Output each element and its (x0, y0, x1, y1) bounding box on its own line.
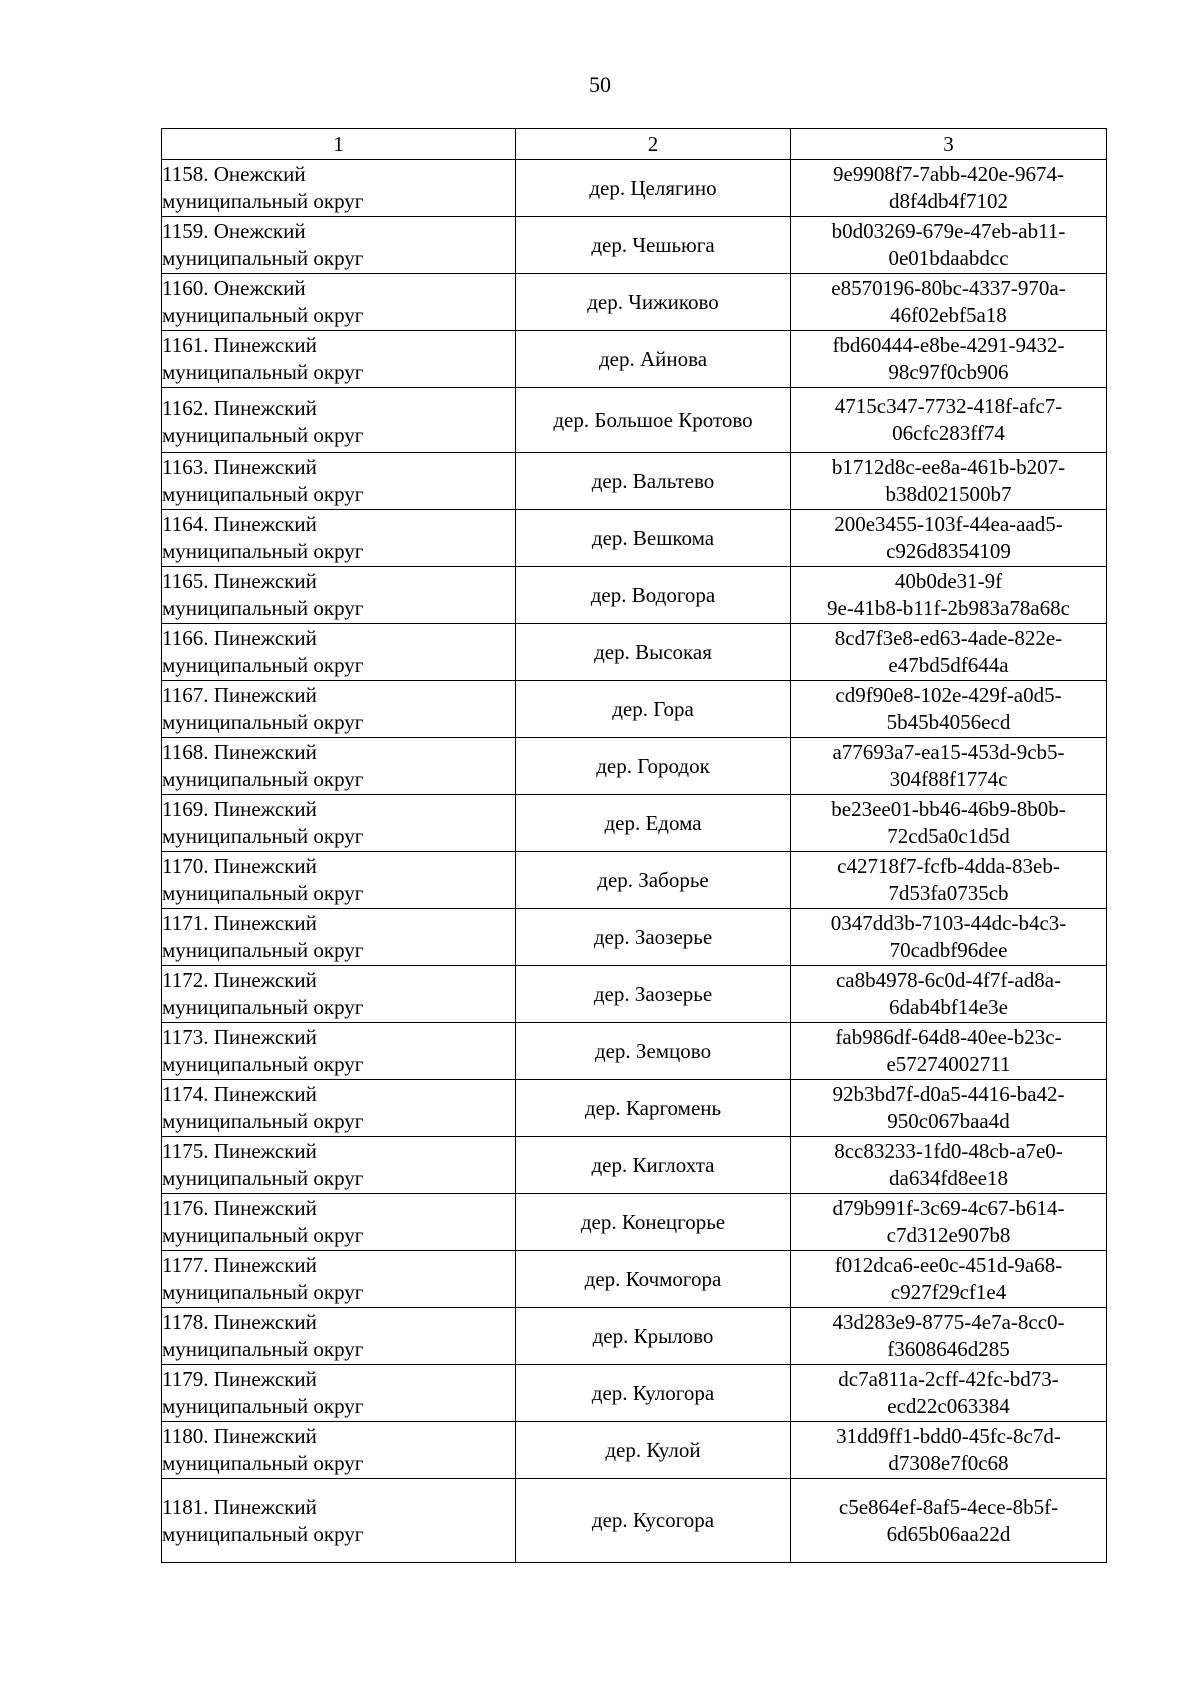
code-line: 6dab4bf14e3e (889, 995, 1008, 1019)
column-header-2: 2 (516, 129, 791, 160)
settlement-cell: дер. Чижиково (516, 274, 791, 331)
table-row (162, 1194, 1107, 1251)
code-cell (791, 1479, 1107, 1563)
code-cell (791, 1308, 1107, 1365)
district-line: 1161. Пинежский (162, 333, 317, 357)
code-line: e8570196-80bc-4337-970a- (831, 276, 1066, 300)
table-row (162, 795, 1107, 852)
district-line: 1173. Пинежский (162, 1025, 317, 1049)
code-line: a77693a7-ea15-453d-9cb5- (832, 740, 1065, 764)
table-row (162, 1365, 1107, 1422)
table-row (162, 510, 1107, 567)
district-cell (162, 795, 516, 852)
table-row (162, 738, 1107, 795)
settlement-cell: дер. Чешьюга (516, 217, 791, 274)
settlements-table (161, 128, 1107, 1563)
district-cell (162, 1080, 516, 1137)
code-line: 6d65b06aa22d (886, 1521, 1011, 1546)
district-cell (162, 160, 516, 217)
district-line: 1172. Пинежский (162, 968, 317, 992)
district-line: 1162. Пинежский (162, 396, 317, 420)
code-line: b1712d8c-ee8a-461b-b207- (831, 455, 1066, 479)
settlement-cell: дер. Конецгорье (516, 1194, 791, 1251)
settlement-cell: дер. Каргомень (516, 1080, 791, 1137)
code-line: e47bd5df644a (888, 653, 1009, 677)
district-line: муниципальный округ (162, 482, 364, 506)
code-cell (791, 1422, 1107, 1479)
district-line: 1169. Пинежский (162, 797, 317, 821)
settlement-cell: дер. Едома (516, 795, 791, 852)
table-row (162, 1308, 1107, 1365)
district-line: 1165. Пинежский (162, 569, 317, 593)
settlement-cell: дер. Большое Кротово (516, 388, 791, 453)
district-line: 1180. Пинежский (162, 1424, 317, 1448)
district-line: 1167. Пинежский (162, 683, 317, 707)
district-line: 1178. Пинежский (162, 1310, 317, 1334)
code-line: f012dca6-ee0c-451d-9a68- (834, 1253, 1063, 1277)
code-line: ca8b4978-6c0d-4f7f-ad8a- (835, 968, 1062, 992)
column-header-1: 1 (162, 129, 516, 160)
district-cell (162, 852, 516, 909)
table-row (162, 388, 1107, 453)
district-line: муниципальный округ (162, 246, 364, 270)
district-line: муниципальный округ (162, 881, 364, 905)
district-line: муниципальный округ (162, 303, 364, 327)
table-row (162, 966, 1107, 1023)
settlement-cell: дер. Земцово (516, 1023, 791, 1080)
district-line: 1181. Пинежский (162, 1494, 317, 1519)
district-line: 1166. Пинежский (162, 626, 317, 650)
district-cell (162, 624, 516, 681)
district-line: муниципальный округ (162, 539, 364, 563)
code-line: d7308e7f0c68 (888, 1451, 1009, 1475)
table-row (162, 1422, 1107, 1479)
code-cell (791, 453, 1107, 510)
district-line: муниципальный округ (162, 1394, 364, 1418)
code-line: d79b991f-3c69-4c67-b614- (832, 1196, 1065, 1220)
code-line: dc7a811a-2cff-42fc-bd73- (838, 1367, 1059, 1391)
district-line: 1163. Пинежский (162, 455, 317, 479)
table-header-row (162, 129, 1107, 160)
district-line: муниципальный округ (162, 710, 364, 734)
code-line: 92b3bd7f-d0a5-4416-ba42- (832, 1082, 1065, 1106)
district-line: муниципальный округ (162, 1280, 364, 1304)
code-line: cd9f90e8-102e-429f-a0d5- (835, 683, 1062, 707)
table-row (162, 624, 1107, 681)
settlement-cell: дер. Гора (516, 681, 791, 738)
district-cell (162, 1023, 516, 1080)
district-line: 1159. Онежский (162, 219, 306, 243)
district-cell (162, 567, 516, 624)
district-line: 1158. Онежский (162, 162, 306, 186)
settlement-cell: дер. Городок (516, 738, 791, 795)
district-cell (162, 331, 516, 388)
code-line: 304f88f1774c (889, 767, 1008, 791)
code-cell (791, 795, 1107, 852)
page-number: 50 (589, 72, 611, 97)
table-row (162, 1251, 1107, 1308)
code-line: 0347dd3b-7103-44dc-b4c3- (830, 911, 1067, 935)
settlement-cell: дер. Заборье (516, 852, 791, 909)
code-line: be23ee01-bb46-46b9-8b0b- (831, 797, 1066, 821)
district-cell (162, 453, 516, 510)
code-line: c926d8354109 (886, 539, 1011, 563)
settlement-cell: дер. Заозерье (516, 909, 791, 966)
district-line: муниципальный округ (162, 1451, 364, 1475)
district-cell (162, 966, 516, 1023)
table-row (162, 1479, 1107, 1563)
code-line: 06cfc283ff74 (892, 421, 1005, 445)
settlement-cell: дер. Кочмогора (516, 1251, 791, 1308)
district-cell (162, 909, 516, 966)
code-cell (791, 1137, 1107, 1194)
settlement-cell: дер. Заозерье (516, 966, 791, 1023)
district-line: 1174. Пинежский (162, 1082, 317, 1106)
code-line: d8f4db4f7102 (889, 189, 1008, 213)
table-row (162, 331, 1107, 388)
table-row (162, 160, 1107, 217)
district-line: 1175. Пинежский (162, 1139, 317, 1163)
table-row (162, 1023, 1107, 1080)
settlement-cell: дер. Водогора (516, 567, 791, 624)
code-line: 43d283e9-8775-4e7a-8cc0- (832, 1310, 1065, 1334)
code-line: 4715c347-7732-418f-afc7- (834, 394, 1063, 418)
district-line: 1168. Пинежский (162, 740, 317, 764)
district-line: муниципальный округ (162, 1337, 364, 1361)
settlement-cell: дер. Вешкома (516, 510, 791, 567)
code-line: 8cd7f3e8-ed63-4ade-822e- (834, 626, 1063, 650)
code-cell (791, 274, 1107, 331)
district-line: муниципальный округ (162, 938, 364, 962)
table-row (162, 681, 1107, 738)
district-line: муниципальный округ (162, 995, 364, 1019)
code-line: fbd60444-e8be-4291-9432- (832, 333, 1065, 357)
settlement-cell: дер. Кулой (516, 1422, 791, 1479)
code-line: da634fd8ee18 (889, 1166, 1008, 1190)
code-cell (791, 738, 1107, 795)
district-line: 1160. Онежский (162, 276, 306, 300)
district-cell (162, 1251, 516, 1308)
district-line: муниципальный округ (162, 423, 364, 447)
code-cell (791, 388, 1107, 453)
table-row (162, 217, 1107, 274)
table-row (162, 274, 1107, 331)
code-cell (791, 1194, 1107, 1251)
settlement-cell: дер. Целягино (516, 160, 791, 217)
code-cell (791, 966, 1107, 1023)
settlement-cell: дер. Вальтево (516, 453, 791, 510)
table-body (162, 160, 1107, 1563)
code-cell (791, 852, 1107, 909)
settlement-cell: дер. Кулогора (516, 1365, 791, 1422)
code-line: 40b0de31-9f (894, 569, 1003, 593)
code-cell (791, 331, 1107, 388)
table-row (162, 909, 1107, 966)
code-line: c5e864ef-8af5-4ece-8b5f- (838, 1494, 1059, 1519)
code-line: 31dd9ff1-bdd0-45fc-8c7d- (836, 1424, 1061, 1448)
code-cell (791, 1080, 1107, 1137)
code-line: 8cc83233-1fd0-48cb-a7e0- (834, 1139, 1063, 1163)
district-line: муниципальный округ (162, 1052, 364, 1076)
table-row (162, 567, 1107, 624)
code-line: 98c97f0cb906 (888, 360, 1009, 384)
district-line: муниципальный округ (162, 596, 364, 620)
district-line: 1177. Пинежский (162, 1253, 317, 1277)
table-row (162, 1137, 1107, 1194)
district-line: 1170. Пинежский (162, 854, 317, 878)
district-cell (162, 388, 516, 453)
district-cell (162, 1137, 516, 1194)
district-cell (162, 681, 516, 738)
settlement-cell: дер. Крылово (516, 1308, 791, 1365)
table-row (162, 1080, 1107, 1137)
code-line: 950c067baa4d (887, 1109, 1010, 1133)
district-cell (162, 1365, 516, 1422)
district-cell (162, 738, 516, 795)
code-cell (791, 217, 1107, 274)
district-cell (162, 1479, 516, 1563)
code-line: c7d312e907b8 (886, 1223, 1011, 1247)
code-cell (791, 909, 1107, 966)
code-line: b38d021500b7 (885, 482, 1012, 506)
code-line: b0d03269-679e-47eb-ab11- (831, 219, 1066, 243)
district-line: муниципальный округ (162, 1521, 364, 1546)
district-cell (162, 217, 516, 274)
code-cell (791, 1365, 1107, 1422)
code-line: c927f29cf1e4 (890, 1280, 1007, 1304)
code-line: ecd22c063384 (887, 1394, 1010, 1418)
code-line: 70cadbf96dee (889, 938, 1008, 962)
code-line: f3608646d285 (887, 1337, 1010, 1361)
code-line: 9e9908f7-7abb-420e-9674- (833, 162, 1064, 186)
district-line: муниципальный округ (162, 1166, 364, 1190)
district-line: муниципальный округ (162, 653, 364, 677)
code-line: 0e01bdaabdcc (888, 246, 1009, 270)
code-line: c42718f7-fcfb-4dda-83eb- (837, 854, 1060, 878)
code-cell (791, 681, 1107, 738)
code-cell (791, 160, 1107, 217)
code-line: 7d53fa0735cb (888, 881, 1009, 905)
district-line: муниципальный округ (162, 824, 364, 848)
code-cell (791, 624, 1107, 681)
code-cell (791, 1251, 1107, 1308)
settlement-cell: дер. Киглохта (516, 1137, 791, 1194)
district-cell (162, 1422, 516, 1479)
district-line: 1164. Пинежский (162, 512, 317, 536)
code-line: 200e3455-103f-44ea-aad5- (834, 512, 1063, 536)
district-line: муниципальный округ (162, 189, 364, 213)
code-cell (791, 567, 1107, 624)
column-header-3: 3 (791, 129, 1107, 160)
code-line: fab986df-64d8-40ee-b23c- (835, 1025, 1062, 1049)
district-line: муниципальный округ (162, 1109, 364, 1133)
table-row (162, 453, 1107, 510)
district-line: муниципальный округ (162, 360, 364, 384)
table-row (162, 852, 1107, 909)
district-cell (162, 1308, 516, 1365)
code-cell (791, 510, 1107, 567)
settlement-cell: дер. Айнова (516, 331, 791, 388)
code-cell (791, 1023, 1107, 1080)
code-line: 46f02ebf5a18 (890, 303, 1007, 327)
district-line: 1179. Пинежский (162, 1367, 317, 1391)
district-cell (162, 274, 516, 331)
settlement-cell: дер. Высокая (516, 624, 791, 681)
district-cell (162, 1194, 516, 1251)
settlement-cell: дер. Кусогора (516, 1479, 791, 1563)
code-line: 72cd5a0c1d5d (887, 824, 1010, 848)
district-line: муниципальный округ (162, 1223, 364, 1247)
code-line: 5b45b4056ecd (886, 710, 1011, 734)
district-cell (162, 510, 516, 567)
code-line: 9e-41b8-b11f-2b983a78a68c (827, 596, 1070, 620)
district-line: 1171. Пинежский (162, 911, 317, 935)
district-line: муниципальный округ (162, 767, 364, 791)
code-line: e57274002711 (886, 1052, 1011, 1076)
district-line: 1176. Пинежский (162, 1196, 317, 1220)
